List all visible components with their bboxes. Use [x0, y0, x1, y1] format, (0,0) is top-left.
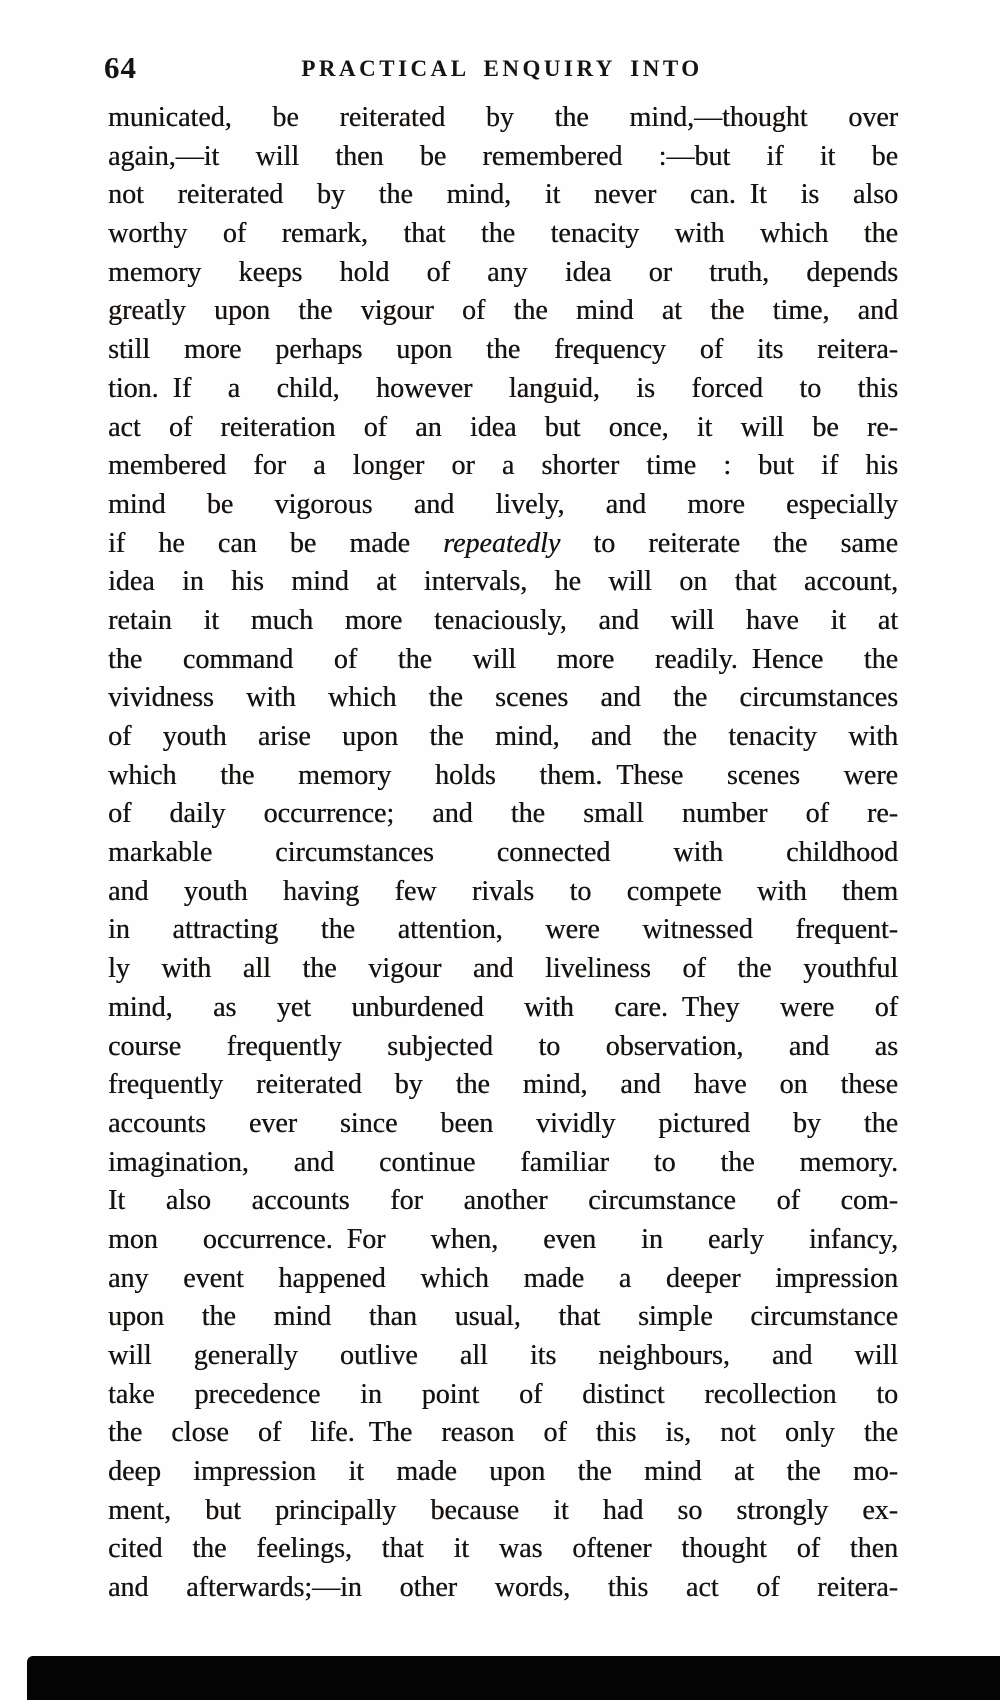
text-line: mind, as yet unburdened with care. They were of	[108, 991, 898, 1023]
text-line: mind be vigorous and lively, and more especially	[108, 488, 898, 520]
text-segment: if he can be made	[108, 527, 444, 559]
text-line: of youth arise upon the mind, and the tenacity with	[108, 721, 898, 752]
text-line: mon occurrence. For when, even in early infancy,	[108, 1223, 898, 1255]
text-line: which the memory holds them. These scenes were	[108, 759, 898, 791]
text-line: cited the feelings, that it was oftener thought of then	[108, 1533, 898, 1565]
text-line: markable circumstances connected with childhood	[108, 837, 898, 869]
text-line: again,—it will then be remembered :—but if it be	[108, 140, 898, 172]
page-header	[104, 48, 900, 88]
text-line: not reiterated by the mind, it never can. It is also	[108, 179, 898, 211]
text-line: upon the mind than usual, that simple circumstance	[108, 1301, 898, 1333]
text-line: memory keeps hold of any idea or truth, depends	[108, 256, 898, 288]
text-line-with-italic	[108, 525, 898, 564]
text-line: greatly upon the vigour of the mind at the time, and	[108, 295, 898, 327]
text-line: and youth having few rivals to compete with them	[108, 875, 898, 907]
text-segment: to reiterate the same	[560, 527, 898, 559]
page-number: 64	[104, 50, 137, 85]
text-line: idea in his mind at intervals, he will on that account,	[108, 566, 898, 598]
running-head-title: PRACTICAL ENQUIRY INTO	[301, 56, 703, 81]
text-line: still more perhaps upon the frequency of its reitera-	[108, 334, 898, 366]
text-line: municated, be reiterated by the mind,—thought over	[108, 102, 898, 133]
text-line: imagination, and continue familiar to the memory.	[108, 1146, 898, 1178]
text-line: deep impression it made upon the mind at the mo-	[108, 1456, 898, 1488]
italic-word: repeatedly	[443, 527, 561, 559]
text-line: the command of the will more readily. Hence the	[108, 643, 898, 675]
body-text-block	[108, 99, 898, 1608]
text-line: retain it much more tenaciously, and will have it at	[108, 604, 898, 636]
text-line: frequently reiterated by the mind, and have on these	[108, 1069, 898, 1101]
text-line: course frequently subjected to observation, and as	[108, 1030, 898, 1062]
text-line: will generally outlive all its neighbours, and will	[108, 1340, 898, 1371]
text-line: ly with all the vigour and liveliness of the youthful	[108, 953, 898, 985]
scan-edge-artifact	[27, 1656, 1000, 1700]
text-line: the close of life. The reason of this is, not only the	[108, 1417, 898, 1449]
text-line: take precedence in point of distinct recollection to	[108, 1378, 898, 1410]
text-line: ment, but principally because it had so strongly ex-	[108, 1494, 898, 1526]
text-line: in attracting the attention, were witnessed frequent-	[108, 914, 898, 946]
text-line: tion. If a child, however languid, is forced to this	[108, 372, 898, 404]
text-line: It also accounts for another circumstance of com-	[108, 1185, 898, 1217]
text-line: any event happened which made a deeper impression	[108, 1262, 898, 1294]
text-line: vividness with which the scenes and the circumstances	[108, 682, 898, 714]
text-line: worthy of remark, that the tenacity with which the	[108, 218, 898, 250]
text-line: act of reiteration of an idea but once, it will be re-	[108, 411, 898, 443]
text-line: of daily occurrence; and the small number of re-	[108, 798, 898, 830]
text-line: and afterwards;—in other words, this act of reitera-	[108, 1572, 898, 1604]
text-line: accounts ever since been vividly pictured by the	[108, 1107, 898, 1139]
text-line: membered for a longer or a shorter time : but if his	[108, 450, 898, 482]
